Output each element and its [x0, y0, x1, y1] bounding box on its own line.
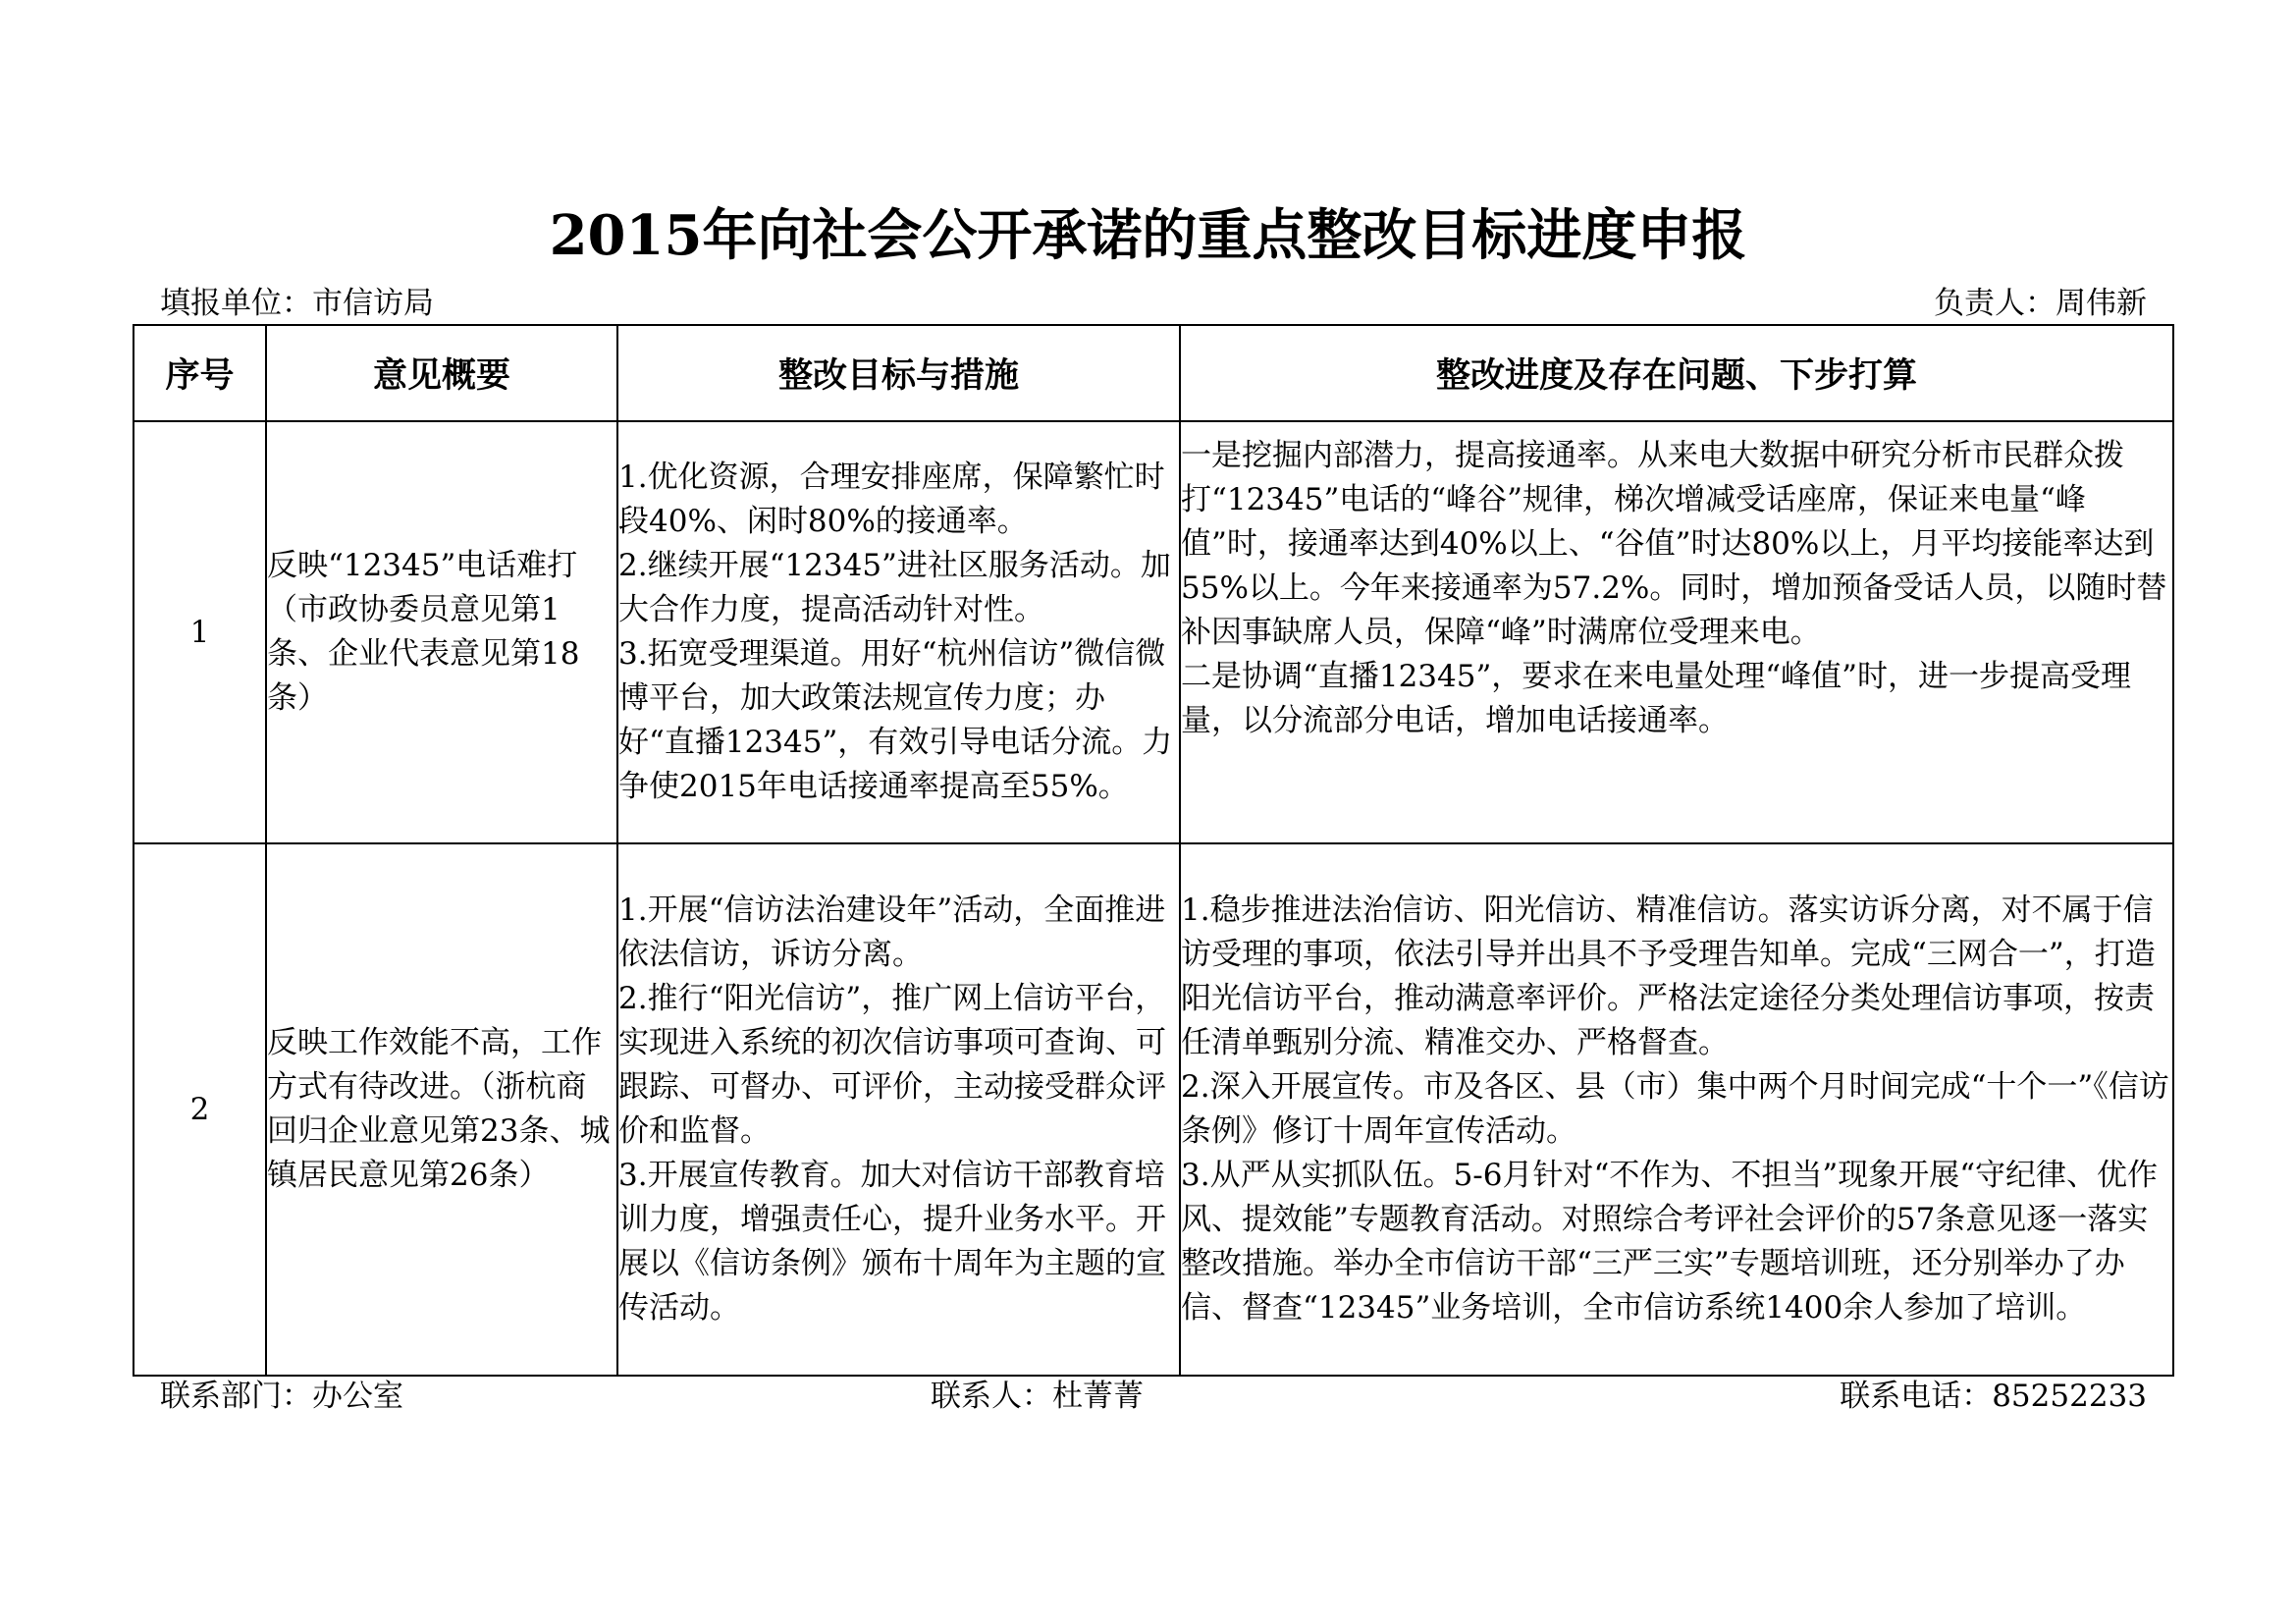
header-no: 序号 — [133, 325, 266, 421]
measures-cell — [617, 421, 1180, 843]
contact-department: 联系部门：办公室 — [160, 1379, 403, 1414]
progress-cell — [1180, 421, 2173, 843]
header-progress: 整改进度及存在问题、下步打算 — [1180, 325, 2173, 421]
header-summary: 意见概要 — [266, 325, 617, 421]
opinion-summary: 反映工作效能不高，工作方式有待改进。（浙杭商回归企业意见第23条、城镇居民意见第26条） — [266, 843, 617, 1376]
progress-item: 1.稳步推进法治信访、阳光信访、精准信访。落实访诉分离，对不属于信访受理的事项，依法引导并出具不予受理告知单。完成“三网合一”，打造阳光信访平台，推动满意率评价。严格法定途径分类处理信访事项，按责任清单甄别分流、精准交办、严格督查。 — [1181, 893, 2156, 1060]
reporting-unit: 填报单位：市信访局 — [160, 286, 434, 321]
contact-phone: 联系电话：85252233 — [1840, 1379, 2147, 1414]
table-row — [133, 421, 2173, 843]
measure-item: 2.推行“阳光信访”，推广网上信访平台，实现进入系统的初次信访事项可查询、可跟踪、可督办、可评价，主动接受群众评价和监督。 — [618, 981, 1166, 1149]
header-measures: 整改目标与措施 — [617, 325, 1180, 421]
progress-cell — [1180, 843, 2173, 1376]
measure-item: 3.拓宽受理渠道。用好“杭州信访”微信微博平台，加大政策法规宣传力度；办好“直播12345”，有效引导电话分流。力争使2015年电话接通率提高至55%。 — [618, 636, 1173, 804]
measure-item: 1.优化资源，合理安排座席，保障繁忙时段40%、闲时80%的接通率。 — [618, 460, 1165, 539]
table-header-row — [133, 325, 2173, 421]
table-row — [133, 843, 2173, 1376]
measure-item: 1.开展“信访法治建设年”活动，全面推进依法信访，诉访分离。 — [618, 893, 1166, 972]
measure-item: 2.继续开展“12345”进社区服务活动。加大合作力度，提高活动针对性。 — [618, 548, 1171, 627]
progress-item: 3.从严从实抓队伍。5-6月针对“不作为、不担当”现象开展“守纪律、优作风、提效能”专题教育活动。对照综合考评社会评价的57条意见逐一落实整改措施。举办全市信访干部“三严三实”专题培训班，还分别举办了办信、督查“12345”业务培训，全市信访系统1400余人参加了培训。 — [1181, 1158, 2159, 1326]
progress-item: 一是挖掘内部潜力，提高接通率。从来电大数据中研究分析市民群众拨打“12345”电话的“峰谷”规律，梯次增减受话座席，保证来电量“峰值”时，接通率达到40%以上、“谷值”时达80%以上，月平均接能率达到55%以上。今年来接通率为57.2%。同时，增加预备受话人员，以随时替补因事缺席人员，保障“峰”时满席位受理来电。 — [1181, 438, 2167, 650]
responsible-person: 负责人：周伟新 — [1934, 286, 2147, 321]
progress-item: 2.深入开展宣传。市及各区、县（市）集中两个月时间完成“十个一”《信访条例》修订十周年宣传活动。 — [1181, 1069, 2169, 1149]
measure-item: 3.开展宣传教育。加大对信访干部教育培训力度，增强责任心，提升业务水平。开展以《信访条例》颁布十周年为主题的宣传活动。 — [618, 1158, 1166, 1326]
contact-person: 联系人：杜菁菁 — [931, 1379, 1144, 1414]
row-number: 1 — [133, 421, 266, 843]
document-title: 2015年向社会公开承诺的重点整改目标进度申报 — [549, 203, 1747, 268]
progress-item: 二是协调“直播12345”，要求在来电量处理“峰值”时，进一步提高受理量，以分流部分电话，增加电话接通率。 — [1181, 659, 2132, 738]
row-number: 2 — [133, 843, 266, 1376]
opinion-summary: 反映“12345”电话难打（市政协委员意见第1条、企业代表意见第18条） — [266, 421, 617, 843]
rectification-table — [133, 324, 2174, 1377]
measures-cell — [617, 843, 1180, 1376]
